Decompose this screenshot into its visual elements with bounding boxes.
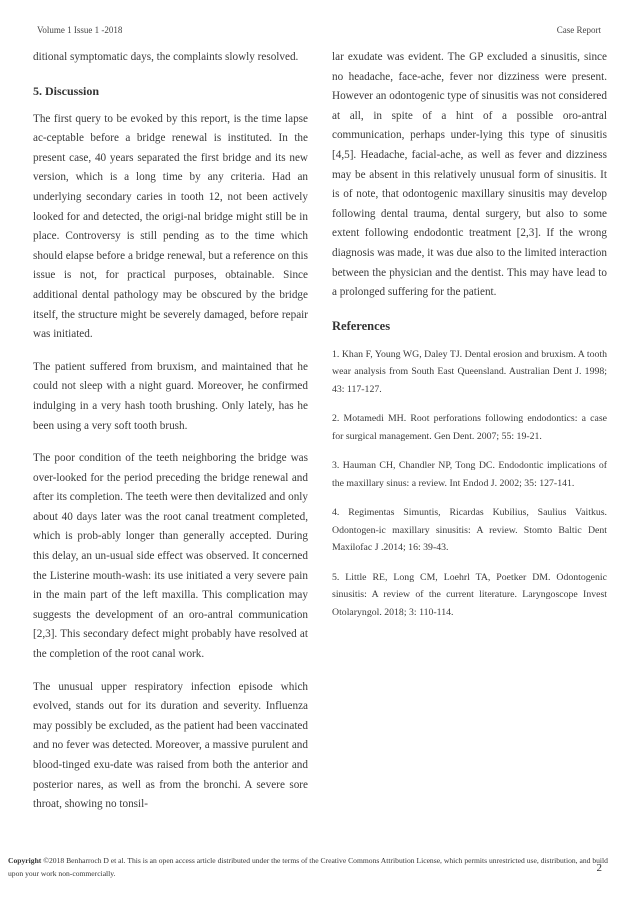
copyright-footer xyxy=(8,855,610,880)
references-list xyxy=(332,346,607,622)
references-heading: References xyxy=(332,318,391,333)
copyright-text: ©2018 Benharroch D et al. This is an open access article distributed under the terms of the Creative Commons Attribution License, which permits unrestricted use, distribution, and build upon your work non-commercially. xyxy=(8,856,608,878)
reference-item: 2. Motamedi MH. Root perforations following endodontics: a case for surgical management. Gen Dent. 2007; 55: 19-21. xyxy=(332,413,607,442)
running-header xyxy=(37,25,601,35)
reference-item: 5. Little RE, Long CM, Loehrl TA, Poetker DM. Odontogenic sinusitis: A review of the current literature. Laryngoscope Invest Otolaryngol. 2018; 3: 110-114. xyxy=(332,571,607,618)
intro-continuation-text: ditional symptomatic days, the complaints slowly resolved. xyxy=(33,51,299,63)
copyright-label: Copyright xyxy=(8,856,42,865)
reference-item: 1. Khan F, Young WG, Daley TJ. Dental erosion and bruxism. A tooth wear analysis from South East Queensland. Australian Dent J. 1998; 43: 117-127. xyxy=(332,348,607,395)
page-number: 2 xyxy=(596,862,602,874)
discussion-paragraph-4: The unusual upper respiratory infection episode which evolved, stands out for its duration and severity. Influenza may possibly be excluded, as the patient had been vaccinated and no fever was detected. Moreover, a massive purulent and blood-tinged exu-date was raised from both the anterior and posterior nares, as well as from the bronchi. A severe sore throat, showing no tonsil- xyxy=(33,680,308,811)
article-type-label: Case Report xyxy=(556,25,601,35)
discussion-paragraph-continuation: lar exudate was evident. The GP excluded a sinusitis, since no headache, face-ache, fever nor dizziness were present. However an odontogenic type of sinusitis was not considered at all, in spite of a hint of a possible oro-antral communication, perhaps under-lying this type of sinusitis [4,5]. Headache, facial-ache, as well as fever and dizziness may be absent in this relatively unusual form of sinusitis. It is of note, that odontogenic maxillary sinusitis may develop following dental trauma, dental surgery, but also to some extent following endodontic treatment [2,3]. If the wrong diagnosis was made, it was due also to the limited interaction between the physician and the dentist. This may have lead to a prolonged suffering for the patient. xyxy=(332,51,607,299)
discussion-heading: 5. Discussion xyxy=(33,83,100,98)
discussion-paragraph-1: The first query to be evoked by this report, is the time lapse ac-ceptable before a bridge renewal is instituted. In the present case, 40 years separated the first bridge and its new version, which is a long time by any criteria. Had an underlying secondary caries in tooth 12, not been actively looked for and detected, the origi-nal bridge might still be in place. Controversy is still pending as to the time which should elapse before a bridge renewal, but a reference on this issue is not, for practical purposes, obtainable. Since additional dental pathology may be obscured by the bridge itself, the structure might be severely damaged, before repair was initiated. xyxy=(33,112,308,341)
reference-item: 3. Hauman CH, Chandler NP, Tong DC. Endodontic implications of the maxillary sinus: a review. Int Endod J. 2002; 35: 127-141. xyxy=(332,460,607,489)
journal-volume-label: Volume 1 Issue 1 -2018 xyxy=(37,25,123,35)
discussion-paragraph-2: The patient suffered from bruxism, and maintained that he could not sleep with a night guard. Moreover, he confirmed indulging in a very hash tooth brushing. Only lately, has he been using a very soft tooth brush. xyxy=(33,360,308,432)
discussion-paragraph-3: The poor condition of the teeth neighboring the bridge was over-looked for the period preceding the bridge renewal and after its completion. The teeth were then devitalized and only about 40 days later was the root canal treatment completed, which is prob-ably longer than generally accepted. During this delay, an un-usual side effect was observed. It concerned the Listerine mouth-wash: its use initiated a very severe pain in the main part of the left maxilla. This complication may suggests the development of an oro-antral communication [2,3]. This secondary defect might probably have resolved at the completion of the root canal work. xyxy=(33,452,308,661)
right-column xyxy=(332,48,607,633)
left-column xyxy=(33,48,308,828)
reference-item: 4. Regimentas Simuntis, Ricardas Kubilius, Saulius Vaitkus. Odontogen-ic maxillary sinusitis: A review. Stomto Baltic Dent Maxilofac J .2014; 16: 39-43. xyxy=(332,507,607,554)
